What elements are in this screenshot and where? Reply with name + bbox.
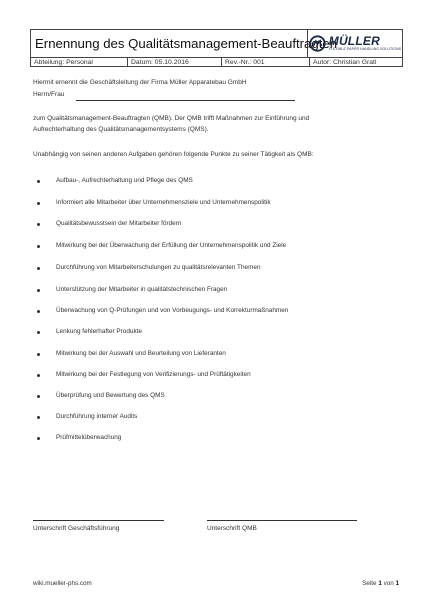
bullet-icon [37,267,40,270]
intro-line-5: Unabhängig von seinen anderen Aufgaben gehören folgende Punkte zu seiner Tätigkeit als QMB: [33,151,314,158]
meta-date: Datum: 05.10.2016 [128,58,222,66]
bullet-icon [37,395,40,398]
meta-department: Abteilung: Personal [31,58,128,66]
intro-line-1: Hiermit ernennt die Geschäftsleitung der Firma Müller Apparatebau GmbH [33,79,247,86]
title-cell [31,30,338,57]
meta-revision: Rev.-Nr.: 001 [222,58,310,66]
logo-tagline: FLEXIBLE PAPER HANDLING SOLUTIONS [328,47,402,52]
bullet-icon [37,202,40,205]
page-number: Seite 1 von 1 [362,580,399,587]
bullet-icon [37,374,40,377]
meta-author: Autor: Christian Gratl [313,59,377,66]
signature-line-qmb [207,520,357,521]
bullet-icon [37,416,40,419]
bullet-icon [37,331,40,334]
footer-url: wiki.mueller-phs.com [33,580,92,587]
document-title: Ernennung des Qualitätsmanagement-Beauftragten [35,36,338,51]
bullet-icon [37,180,40,183]
intro-line-2: Herrn/Frau [33,91,65,98]
bullet-icon [37,245,40,248]
intro-line-4: Aufrechterhaltung des Qualitätsmanagementsystems (QMS). [33,126,209,133]
company-logo [309,35,401,52]
logo-wordmark: MÜLLER [328,34,380,49]
bullet-icon [37,437,40,440]
bullet-icon [37,310,40,313]
name-fill-line [76,100,295,101]
intro-line-3: zum Qualitätsmanagement-Beauftragten (QMB). Der QMB trifft Maßnahmen zur Einführung und [33,115,310,122]
document-header [30,29,403,67]
meta-row [31,57,402,66]
signature-label-qmb: Unterschrift QMB [207,525,257,532]
mueller-logo-icon [309,35,326,52]
signature-line-management [33,520,164,521]
logo-cell [308,30,402,57]
bullet-icon [37,223,40,226]
bullet-icon [37,289,40,292]
signature-label-management: Unterschrift Geschäftsführung [33,525,120,532]
bullet-icon [37,353,40,356]
